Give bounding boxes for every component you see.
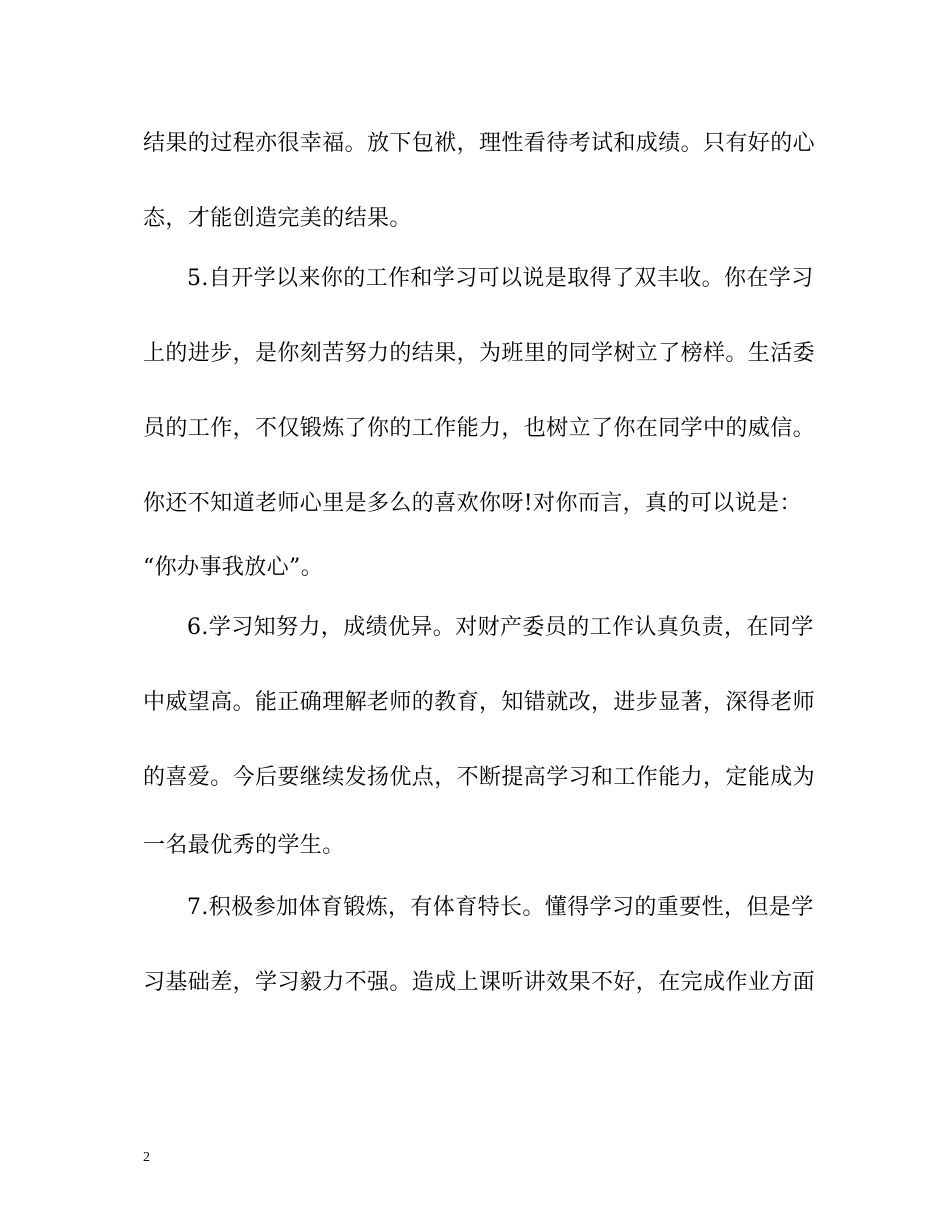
text-line: 员的工作，不仅锻炼了你的工作能力，也树立了你在同学中的威信。 xyxy=(143,416,816,441)
text-line: 一名最优秀的学生。 xyxy=(143,833,345,858)
paragraph-6-start: 6.学习知努力，成绩优异。对财产委员的工作认真负责，在同学 xyxy=(187,615,814,640)
paragraph-7-start: 7.积极参加体育锻炼，有体育特长。懂得学习的重要性，但是学 xyxy=(187,895,814,920)
paragraph-5-start: 5.自开学以来你的工作和学习可以说是取得了双丰收。你在学习 xyxy=(187,266,814,291)
page-number: 2 xyxy=(143,1150,150,1165)
text-line: 习基础差，学习毅力不强。造成上课听讲效果不好，在完成作业方面 xyxy=(143,970,816,995)
text-line: 中威望高。能正确理解老师的教育，知错就改，进步显著，深得老师 xyxy=(143,690,816,715)
text-line: “你办事我放心”。 xyxy=(143,555,324,580)
text-line: 结果的过程亦很幸福。放下包袱，理性看待考试和成绩。只有好的心 xyxy=(143,131,816,156)
text-line: 你还不知道老师心里是多么的喜欢你呀!对你而言，真的可以说是： xyxy=(143,491,802,516)
text-line: 的喜爱。今后要继续发扬优点，不断提高学习和工作能力，定能成为 xyxy=(143,765,816,790)
text-line: 上的进步，是你刻苦努力的结果，为班里的同学树立了榜样。生活委 xyxy=(143,341,816,366)
text-line: 态，才能创造完美的结果。 xyxy=(143,206,412,231)
